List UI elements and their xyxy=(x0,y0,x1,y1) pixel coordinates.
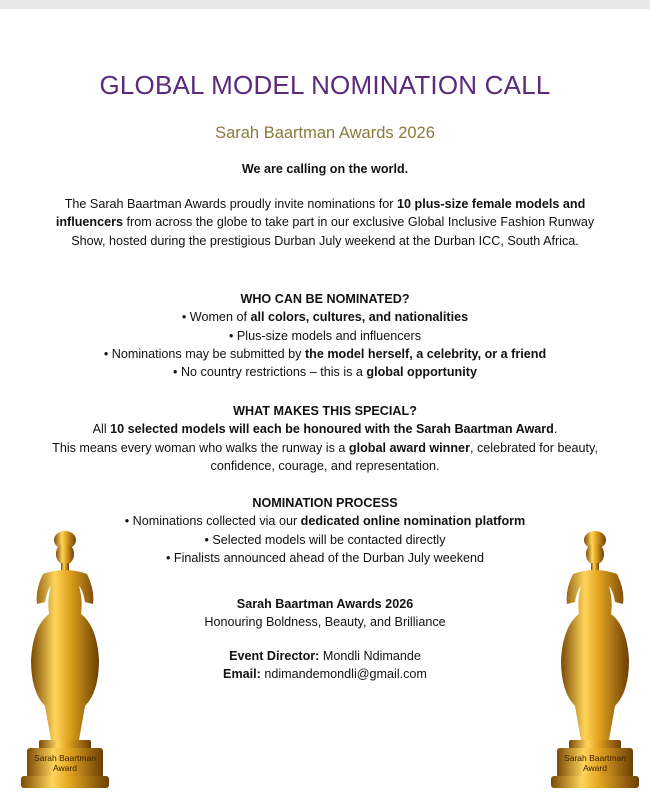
organizer-name: Sarah Baartman Awards 2026 xyxy=(236,597,414,611)
special-line: This means every woman who walks the runway is a global award winner, celebrated for beauty, confidence, courage, and representation. xyxy=(52,440,598,473)
process-item: • Selected models will be contacted directly xyxy=(204,532,446,547)
process-item: • Nominations collected via our dedicated online nomination platform xyxy=(124,514,526,529)
organizer-block xyxy=(155,595,495,632)
trophy-icon xyxy=(13,530,118,790)
trophy-label-2: Award xyxy=(53,763,77,773)
who-item: • No country restrictions – this is a global opportunity xyxy=(173,365,477,380)
trophy-label-1: Sarah Baartman xyxy=(564,753,626,763)
intro-text-2: from across the globe to take part in our exclusive Global Inclusive Fashion Runway Show, hosted during the prestigious Durban July weekend at the Durban ICC, South Africa. xyxy=(71,215,595,248)
special-section xyxy=(40,402,610,475)
page-subtitle: Sarah Baartman Awards 2026 xyxy=(215,124,435,142)
email-line[interactable]: Email: ndimandemondli@gmail.com xyxy=(223,667,427,682)
special-line: All 10 selected models will each be honoured with the Sarah Baartman Award. xyxy=(92,422,558,437)
director-line: Event Director: Mondli Ndimande xyxy=(229,649,421,663)
process-section xyxy=(40,494,610,567)
intro-paragraph xyxy=(40,195,610,250)
intro-text-1: The Sarah Baartman Awards proudly invite nominations for xyxy=(64,197,397,211)
who-item: • Nominations may be submitted by the model herself, a celebrity, or a friend xyxy=(103,346,547,361)
who-item: • Plus-size models and influencers xyxy=(228,328,421,343)
process-item: • Finalists announced ahead of the Durban July weekend xyxy=(165,550,485,565)
tagline: We are calling on the world. xyxy=(241,162,409,176)
page-title: GLOBAL MODEL NOMINATION CALL xyxy=(99,70,551,100)
slogan: Honouring Boldness, Beauty, and Brilliance xyxy=(204,615,446,630)
process-heading: NOMINATION PROCESS xyxy=(252,496,398,510)
who-section xyxy=(40,290,610,381)
who-item: • Women of all colors, cultures, and nationalities xyxy=(181,310,469,325)
trophy-label-2: Award xyxy=(583,763,607,773)
intro-bold: 10 plus-size female models and influencers xyxy=(55,197,586,230)
contact-block xyxy=(155,647,495,684)
special-heading: WHAT MAKES THIS SPECIAL? xyxy=(233,404,417,418)
trophy-label-1: Sarah Baartman xyxy=(34,753,96,763)
who-heading: WHO CAN BE NOMINATED? xyxy=(240,292,410,306)
trophy-icon xyxy=(543,530,648,790)
